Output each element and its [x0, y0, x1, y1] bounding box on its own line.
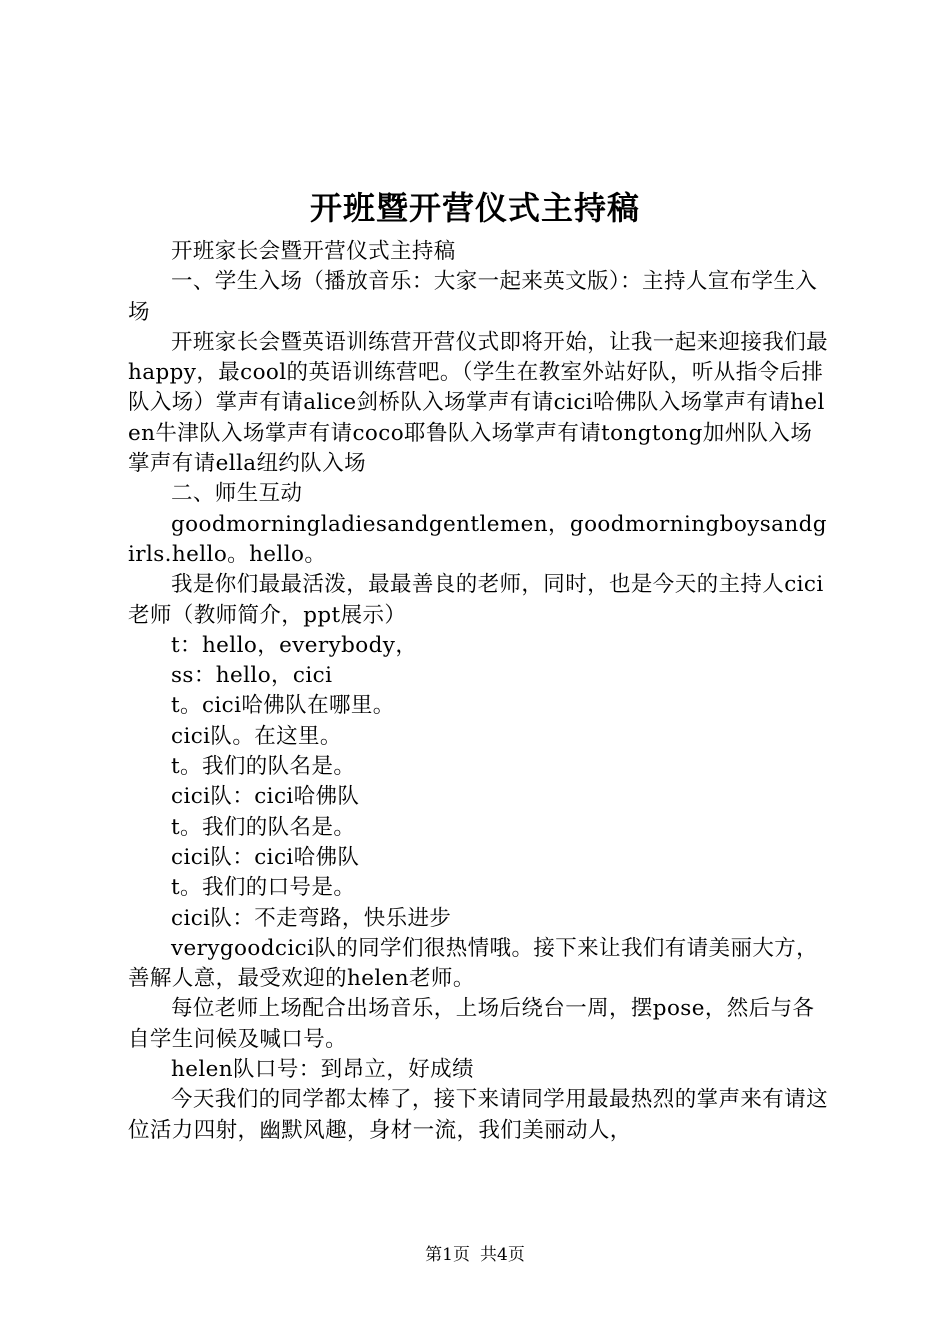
dialogue-line: t。cici哈佛队在哪里。 — [171, 693, 395, 719]
paragraph: verygoodcici队的同学们很热情哦。接下来让我们有请美丽大方，善解人意，最受欢迎的helen老师。 — [128, 935, 819, 992]
paragraph: 今天我们的同学都太棒了，接下来请同学用最最热烈的掌声来有请这位活力四射，幽默风趣，身材一流，我们美丽动人， — [128, 1087, 829, 1143]
paragraph: 每位老师上场配合出场音乐，上场后绕台一周，摆pose，然后与各自学生问候及喊口号。 — [128, 996, 815, 1052]
page-footer — [0, 1244, 950, 1266]
dialogue-line: cici队：不走弯路，快乐进步 — [171, 905, 452, 931]
dialogue-line: t。我们的队名是。 — [171, 814, 356, 840]
paragraph: 我是你们最最活泼，最最善良的老师，同时，也是今天的主持人cici老师（教师简介，ppt展示） — [128, 572, 824, 628]
dialogue-line: t。我们的口号是。 — [171, 875, 356, 901]
document-title: 开班暨开营仪式主持稿 — [309, 189, 640, 227]
document-body — [128, 237, 834, 1146]
dialogue-line: cici队：cici哈佛队 — [171, 784, 360, 810]
paragraph: helen队口号：到昂立，好成绩 — [171, 1057, 474, 1083]
dialogue-line: t：hello，everybody， — [171, 632, 418, 658]
dialogue-line: ss：hello，cici — [171, 663, 333, 689]
paragraph-section-2: 二、师生互动 — [171, 481, 303, 507]
dialogue-line: cici队：cici哈佛队 — [171, 844, 360, 870]
dialogue-line: cici队。在这里。 — [171, 723, 342, 749]
dialogue-line: t。我们的队名是。 — [171, 754, 356, 780]
page-number: 第1页 — [425, 1245, 470, 1265]
paragraph-subtitle: 开班家长会暨开营仪式主持稿 — [171, 239, 456, 264]
paragraph: goodmorningladiesandgentlemen，goodmorningboysandgirls.hello。hello。 — [128, 511, 827, 567]
paragraph: 开班家长会暨英语训练营开营仪式即将开始，让我一起来迎接我们最happy，最cool的英语训练营吧。（学生在教室外站好队，听从指令后排队入场）掌声有请alice剑桥队入场掌声有请cici哈佛队入场掌声有请helen牛津队入场掌声有请coco耶鲁队入场掌声有请tongtong加州队入场掌声有请ella纽约队入场 — [128, 329, 829, 477]
paragraph-section-1: 一、学生入场（播放音乐：大家一起来英文版）：主持人宣布学生入场 — [128, 269, 818, 325]
page-total: 共4页 — [480, 1245, 525, 1265]
